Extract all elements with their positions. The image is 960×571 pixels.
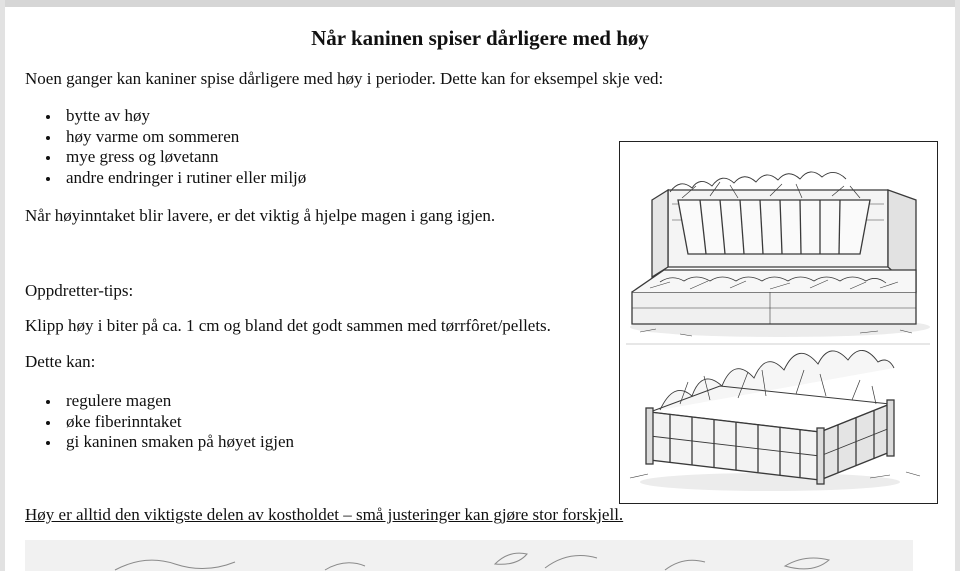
hay-feeder-illustrations xyxy=(620,142,936,502)
causes-list xyxy=(25,106,306,188)
leaf-ornament xyxy=(25,540,913,571)
benefits-list xyxy=(25,391,294,453)
list-item: gi kaninen smaken på høyet igjen xyxy=(25,432,294,453)
list-item: regulere magen xyxy=(25,391,294,412)
list-item: mye gress og løvetann xyxy=(25,147,306,168)
list-item: bytte av høy xyxy=(25,106,306,127)
document-title: Når kaninen spiser dårligere med høy xyxy=(311,26,649,50)
list-item: øke fiberinntaket xyxy=(25,412,294,433)
hay-box-illustration xyxy=(630,350,920,491)
footer-note: Høy er alltid den viktigste delen av kostholdet – små justeringer kan gjøre stor forskjell. xyxy=(25,505,624,524)
page-edge-right xyxy=(955,0,960,571)
list-item: andre endringer i rutiner eller miljø xyxy=(25,168,306,189)
advice-paragraph: Når høyinntaket blir lavere, er det viktig å hjelpe magen i gang igjen. xyxy=(25,206,496,225)
tip-paragraph: Klipp høy i biter på ca. 1 cm og bland det godt sammen med tørrfôret/pellets. xyxy=(25,316,551,335)
list-item: høy varme om sommeren xyxy=(25,127,306,148)
hay-rack-feeder-illustration xyxy=(630,172,930,337)
benefits-intro: Dette kan: xyxy=(25,352,96,371)
intro-paragraph: Noen ganger kan kaniner spise dårligere med høy i perioder. Dette kan for eksempel skje ved: xyxy=(25,69,664,88)
decorative-leaf-band xyxy=(25,540,913,571)
tips-heading: Oppdretter-tips: xyxy=(25,281,134,300)
page-edge-left xyxy=(0,0,5,571)
illustration-frame xyxy=(619,141,938,504)
top-rule xyxy=(0,0,960,7)
